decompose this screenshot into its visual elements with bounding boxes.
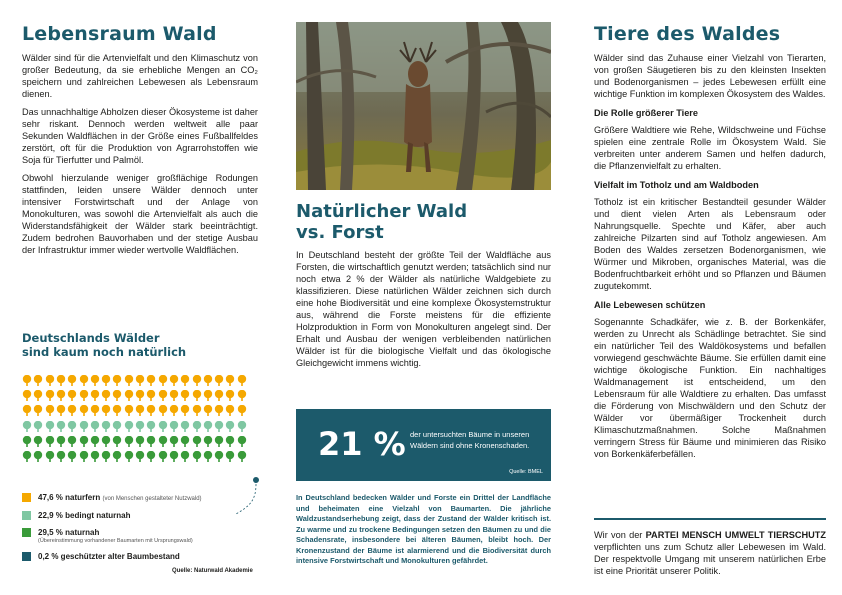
tree-icon: [67, 434, 77, 445]
right-column: [594, 0, 826, 460]
tree-icon: [124, 403, 134, 414]
tree-icon: [158, 403, 168, 414]
tree-icon: [33, 434, 43, 445]
tree-icon: [158, 419, 168, 430]
tree-icon: [169, 419, 179, 430]
tree-icon: [33, 388, 43, 399]
tree-icon: [56, 403, 66, 414]
left-title: Lebensraum Wald: [22, 23, 217, 45]
tree-icon: [169, 373, 179, 384]
tree-icon: [79, 419, 89, 430]
tree-icon: [45, 449, 55, 460]
middle-note: In Deutschland bedecken Wälder und Forste ein Drittel der Landfläche und beheimaten eine Vielzahl von Baumarten. Die jährliche Waldzustandserhebung zeigt, dass der Zustand der Wälder kritisch ist. Zu warme und zu trockene Bedingungen setzen den Bäumen zu und die Schadensrate, insbesondere bei älteren Bäumen, bleibt hoch. Der Kronenzustand der Bäume ist alarmierend und die Biodiversität durch intensive Forstwirtschaft und Monokulturen gefährdet.: [296, 493, 551, 565]
tree-icon: [180, 449, 190, 460]
tree-icon: [112, 373, 122, 384]
tree-icon: [67, 419, 77, 430]
middle-text: [296, 249, 551, 369]
section-heading: Die Rolle größerer Tiere: [594, 107, 698, 118]
tree-icon: [67, 388, 77, 399]
tree-icon: [192, 449, 202, 460]
tree-icon: [146, 434, 156, 445]
legend-swatch-green: [22, 528, 31, 537]
tree-icon: [237, 373, 247, 384]
tree-icon: [101, 434, 111, 445]
legend-swatch-dark: [22, 552, 31, 561]
tree-icon: [214, 434, 224, 445]
tree-icon: [192, 403, 202, 414]
tree-icon: [22, 419, 32, 430]
tree-icon: [203, 419, 213, 430]
tree-icon: [33, 449, 43, 460]
tree-icon: [169, 449, 179, 460]
tree-icon: [225, 388, 235, 399]
section-text: Totholz ist ein kritischer Bestandteil gesunder Wälder und dient vielen Arten als Lebensraum oder Nahrungsquelle. Spechte und Käfer, aber auch zahlreiche Pilzarten sind auf Totholz angewiesen. Am Boden des Waldes zersetzen Bodenorganismen, wie Würmer und Mikroben, organisches Material, was die Bodenfruchtbarkeit erhöht und so Pflanzen und Bäumen zugutekommt.: [594, 196, 826, 291]
tree-icon: [124, 388, 134, 399]
tree-icon: [225, 373, 235, 384]
tree-icon: [45, 434, 55, 445]
tree-icon: [67, 449, 77, 460]
tree-icon: [192, 388, 202, 399]
tree-icon: [90, 373, 100, 384]
tree-icon: [225, 434, 235, 445]
left-paragraph-2: Das unnachhaltige Abholzen dieser Ökosysteme ist daher sehr riskant. Dennoch werden weltweit alle paar Sekunden Waldflächen in der Größe eines Fußballfeldes zerstört, oft für die Produktion von Agrarrohstoffen wie Soja für Tierfutter und Palmöl.: [22, 106, 258, 165]
tree-icon: [45, 403, 55, 414]
section-heading: Vielfalt im Totholz und am Waldboden: [594, 179, 759, 190]
right-intro: Wälder sind das Zuhause einer Vielzahl von Tierarten, von großen Säugetieren bis zu den kleinsten Insekten und Bodenorganismen – jedes Lebewesen erfüllt eine wichtige Funktion im komplexen Ökosystem des Waldes.: [594, 52, 826, 99]
tree-icon: [225, 403, 235, 414]
legend-item: 47,6 % naturfern (von Menschen gestalteter Nutzwald): [22, 493, 258, 504]
tree-icon: [45, 388, 55, 399]
tree-icon: [67, 403, 77, 414]
infographic-title: Deutschlands Wälder sind kaum noch natürlich: [22, 331, 187, 359]
tree-icon: [214, 449, 224, 460]
stat-text: der untersuchten Bäume in unseren Wäldern sind ohne Kronenschaden.: [410, 430, 530, 450]
tree-icon: [67, 373, 77, 384]
tree-icon: [214, 403, 224, 414]
right-title: Tiere des Waldes: [594, 23, 781, 45]
tree-icon: [101, 419, 111, 430]
tree-icon: [169, 403, 179, 414]
tree-icon: [180, 434, 190, 445]
section-heading: Alle Lebewesen schützen: [594, 299, 706, 310]
tree-icon: [56, 373, 66, 384]
left-paragraph-3: Obwohl hierzulande weniger großflächige Rodungen stattfinden, leiden unsere Wälder dennoch unter intensiver Forstwirtschaft und der Anlage von Monokulturen, was sowohl die Artenvielfalt als auch die Widerstandsfähigkeit der Wälder stark beeinträchtigt. Zudem bedrohen Bauvorhaben und der stetige Ausbau der Infrastruktur immer wieder wertvolle Waldflächen.: [22, 172, 258, 255]
tree-icon: [192, 419, 202, 430]
tree-icon: [79, 434, 89, 445]
tree-icon: [22, 403, 32, 414]
tree-icon: [192, 373, 202, 384]
tree-icon: [101, 373, 111, 384]
stat-number: 21 %: [318, 425, 406, 463]
tree-icon: [112, 419, 122, 430]
tree-icon: [158, 449, 168, 460]
divider: [594, 518, 826, 520]
tree-icon: [22, 449, 32, 460]
tree-icon: [33, 373, 43, 384]
tree-icon: [112, 388, 122, 399]
tree-icon: [33, 403, 43, 414]
middle-paragraph: In Deutschland besteht der größte Teil der Waldfläche aus Forsten, die wirtschaftlich genutzt werden; tatsächlich sind nur noch etwa 2 % der Wälder als natürliche Waldgebiete zu klassifizieren. Diese natürlichen Wälder zeichnen sich durch eine hohe Biodiversität und eine komplexe Ökosystemstruktur aus, während die Forste meistens für die effiziente Holzproduktion in Form von Monokulturen angelegt sind. Der Erhalt und Ausbau der wenigen verbleibenden natürlichen Wälder ist für die biologische Vielfalt und das ökologische Gleichgewicht immens wichtig.: [296, 250, 551, 368]
tree-icon: [101, 403, 111, 414]
tree-icon: [169, 388, 179, 399]
infographic-source: Quelle: Naturwald Akademie: [172, 568, 253, 574]
tree-icon: [101, 388, 111, 399]
legend-swatch-orange: [22, 493, 31, 502]
tree-grid: [22, 373, 248, 465]
legend-item: 22,9 % bedingt naturnah: [22, 511, 258, 521]
tree-icon: [135, 419, 145, 430]
tree-icon: [112, 449, 122, 460]
tree-icon: [214, 388, 224, 399]
tree-icon: [56, 449, 66, 460]
tree-icon: [237, 419, 247, 430]
tree-icon: [180, 373, 190, 384]
section-text: Sogenannte Schadkäfer, wie z. B. der Borkenkäfer, werden zu Unrecht als Schädlinge betrachtet. Sie sind ein natürlicher Teil des Waldökosystems und befallen vorwiegend geschwächte Bäume. Sie erfüllen damit eine wichtige ökologische Funktion. Ein nachhaltiges Waldmanagement ist entscheidend, um den Lebensraum für alle Waldtiere zu erhalten. Das umfasst die Förderung von Mischwäldern und den Schutz der Wälder vor übermäßiger Trockenheit durch Klimaschutzmaßnahmen. Solche Maßnahmen verringern Stress für Bäume und minimieren das Risiko von Borkenkäferbefällen.: [594, 316, 826, 459]
deer-photo: [296, 22, 551, 190]
tree-icon: [79, 403, 89, 414]
tree-icon: [22, 388, 32, 399]
tree-icon: [203, 434, 213, 445]
tree-icon: [56, 434, 66, 445]
tree-icon: [56, 388, 66, 399]
tree-icon: [225, 419, 235, 430]
tree-icon: [90, 403, 100, 414]
tree-icon: [124, 434, 134, 445]
tree-icon: [203, 373, 213, 384]
tree-icon: [158, 434, 168, 445]
tree-icon: [158, 373, 168, 384]
tree-icon: [22, 373, 32, 384]
tree-icon: [90, 388, 100, 399]
tree-icon: [56, 419, 66, 430]
tree-icon: [169, 434, 179, 445]
tree-icon: [124, 373, 134, 384]
tree-icon: [22, 434, 32, 445]
legend-swatch-light-green: [22, 511, 31, 520]
tree-icon: [237, 449, 247, 460]
tree-icon: [135, 388, 145, 399]
tree-icon: [79, 373, 89, 384]
tree-icon: [180, 403, 190, 414]
tree-icon: [214, 419, 224, 430]
tree-icon: [237, 388, 247, 399]
tree-icon: [112, 434, 122, 445]
tree-icon: [225, 449, 235, 460]
tree-icon: [90, 419, 100, 430]
left-column: [22, 0, 258, 256]
tree-icon: [79, 449, 89, 460]
stat-box: [296, 409, 551, 481]
tree-icon: [33, 419, 43, 430]
tree-icon: [237, 403, 247, 414]
tree-icon: [90, 434, 100, 445]
tree-icon: [146, 419, 156, 430]
tree-icon: [214, 373, 224, 384]
tree-icon: [146, 403, 156, 414]
tree-icon: [135, 373, 145, 384]
tree-icon: [45, 419, 55, 430]
tree-icon: [79, 388, 89, 399]
tree-icon: [124, 419, 134, 430]
tree-icon: [124, 449, 134, 460]
tree-icon: [90, 449, 100, 460]
left-paragraph-1: Wälder sind für die Artenvielfalt und den Klimaschutz von großer Bedeutung, da sie erhebliche Mengen an CO₂ speichern und zahlreichen Lebewesen als Lebensraum dienen.: [22, 52, 258, 99]
legend-item: 29,5 % naturnah (Übereinstimmung vorhandener Baumarten mit Ursprungswald): [22, 528, 258, 545]
tree-icon: [180, 419, 190, 430]
tree-icon: [180, 388, 190, 399]
section-text: Größere Waldtiere wie Rehe, Wildschweine und Füchse spielen eine zentrale Rolle im Ökosystem Wald. Sie verbreiten unter anderem Samen und helfen dadurch, die Pflanzenvielfalt zu erhalten.: [594, 124, 826, 171]
tree-icon: [146, 373, 156, 384]
tree-icon: [158, 388, 168, 399]
closing-statement: Wir von der PARTEI MENSCH UMWELT TIERSCHUTZ verpflichten uns zum Schutz aller Lebewesen im Wald. Der respektvolle Umgang mit unserem natürlichen Erbe ist eine Priorität unserer Politik.: [594, 530, 826, 576]
stat-source: Quelle: BMEL: [509, 469, 543, 475]
tree-icon: [237, 434, 247, 445]
tree-icon: [146, 449, 156, 460]
tree-icon: [45, 373, 55, 384]
tree-icon: [203, 449, 213, 460]
tree-icon: [101, 449, 111, 460]
tree-icon: [135, 449, 145, 460]
tree-icon: [135, 403, 145, 414]
tree-icon: [112, 403, 122, 414]
middle-title: Natürlicher Wald vs. Forst: [296, 201, 468, 243]
tree-icon: [192, 434, 202, 445]
tree-icon: [135, 434, 145, 445]
legend-item: 0,2 % geschützter alter Baumbestand: [22, 552, 258, 562]
tree-icon: [146, 388, 156, 399]
tree-icon: [203, 388, 213, 399]
infographic-legend: [22, 493, 258, 569]
tree-icon: [203, 403, 213, 414]
